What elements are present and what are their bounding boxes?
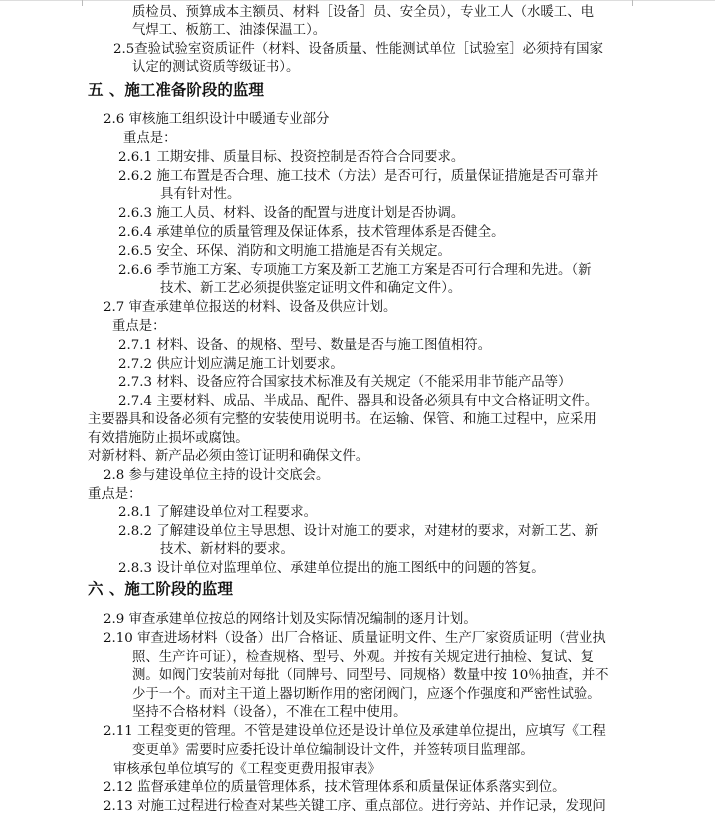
text-line: 测。如阀门安装前对每批（同牌号、同型号、同规格）数量中按 10％抽查，并不	[132, 668, 609, 683]
text-line: 对新材料、新产品必须由签订证明和确保文件。	[88, 449, 370, 464]
page-edge	[0, 0, 715, 1]
margin-mark-left	[82, 0, 83, 6]
text-line: 2.7.2 供应计划应满足施工计划要求。	[118, 357, 344, 372]
text-line: 重点是：	[123, 131, 177, 146]
text-line: 2.11 工程变更的管理。不管是建设单位还是设计单位及承建单位提出，应填写《工程	[103, 724, 606, 739]
text-line: 2.8.2 了解建设单位主导思想、设计对施工的要求，对建材的要求，对新工艺、新	[118, 524, 599, 539]
text-line: 2.8.3 设计单位对监理单位、承建单位提出的施工图纸中的问题的答复。	[118, 561, 545, 576]
text-line: 2.7.1 材料、设备、的规格、型号、数量是否与施工图值相符。	[118, 338, 492, 353]
text-line: 照、生产许可证），检查规格、型号、外观。并按有关规定进行抽检、复试、复	[132, 650, 594, 665]
text-line: 2.8 参与建设单位主持的设计交底会。	[103, 468, 330, 483]
text-line: 气焊工、板筋工、油漆保温工）。	[132, 23, 327, 38]
text-line: 质检员、预算成本主额员、材料［设备］员、安全员），专业工人（水暖工、电	[132, 5, 594, 20]
text-line: 重点是：	[88, 487, 142, 502]
margin-mark-right	[632, 0, 633, 6]
text-line: 2.6 审核施工组织设计中暖通专业部分	[103, 112, 330, 127]
text-line: 有效措施防止损坏或腐蚀。	[88, 431, 249, 446]
text-line: 2.6.4 承建单位的质量管理及保证体系，技术管理体系是否健全。	[118, 225, 505, 240]
text-line: 2.6.3 施工人员、材料、设备的配置与进度计划是否协调。	[118, 206, 465, 221]
text-line: 2.10 审查进场材料（设备）出厂合格证、质量证明文件、生产厂家资质证明（营业执	[103, 631, 606, 646]
text-line: 少于一个。而对主干道上器切断作用的密闭阀门，应逐个作强度和严密性试验。	[132, 687, 601, 702]
text-line: 2.7 审查承建单位报送的材料、设备及供应计划。	[103, 300, 397, 315]
text-line: 重点是：	[112, 319, 166, 334]
text-line: 主要器具和设备必须有完整的安装使用说明书。在运输、保管、和施工过程中，应采用	[88, 412, 597, 427]
text-line: 技术、新工艺必须提供鉴定证明文件和确定文件）。	[160, 281, 462, 296]
section-heading: 六 、施工阶段的监理	[88, 580, 233, 598]
text-line: 认定的测试资质等级证书）。	[132, 60, 300, 75]
text-line: 2.6.1 工期安排、质量目标、投资控制是否符合合同要求。	[118, 150, 465, 165]
text-line: 2.7.4 主要材料、成品、半成品、配件、器具和设备必须具有中文合格证明文件。	[118, 394, 599, 409]
text-line: 2.8.1 了解建设单位对工程要求。	[118, 505, 318, 520]
text-line: 具有针对性。	[160, 187, 241, 202]
text-line: 2.12 监督承建单位的质量管理体系，技术管理体系和质量保证体系落实到位。	[103, 780, 566, 795]
text-line: 2.7.3 材料、设备应符合国家技术标准及有关规定（不能采用非节能产品等）	[118, 375, 572, 390]
text-line: 2.13 对施工过程进行检查对某些关键工序、重点部位。进行旁站、并作记录，发现问	[103, 799, 606, 814]
text-line: 2.6.6 季节施工方案、专项施工方案及新工艺施工方案是否可行合理和先进。（新	[118, 263, 592, 278]
text-line: 2.9 审查承建单位按总的网络计划及实际情况编制的逐月计划。	[103, 612, 477, 627]
text-line: 技术、新材料的要求。	[160, 542, 294, 557]
text-line: 审核承包单位填写的《工程变更费用报审表》	[113, 762, 381, 777]
section-heading: 五 、施工准备阶段的监理	[88, 81, 264, 99]
text-line: 坚持不合格材料（设备），不准在工程中使用。	[132, 705, 407, 720]
text-line: 2.5查验试验室资质证件（材料、设备质量、性能测试单位［试验室］必须持有国家	[113, 42, 603, 57]
text-line: 变更单》需要时应委托设计单位编制设计文件，并签转项目监理部。	[132, 743, 534, 758]
text-line: 2.6.2 施工布置是否合理、施工技术（方法）是否可行，质量保证措施是否可靠并	[118, 169, 599, 184]
text-line: 2.6.5 安全、环保、消防和文明施工措施是否有关规定。	[118, 244, 451, 259]
